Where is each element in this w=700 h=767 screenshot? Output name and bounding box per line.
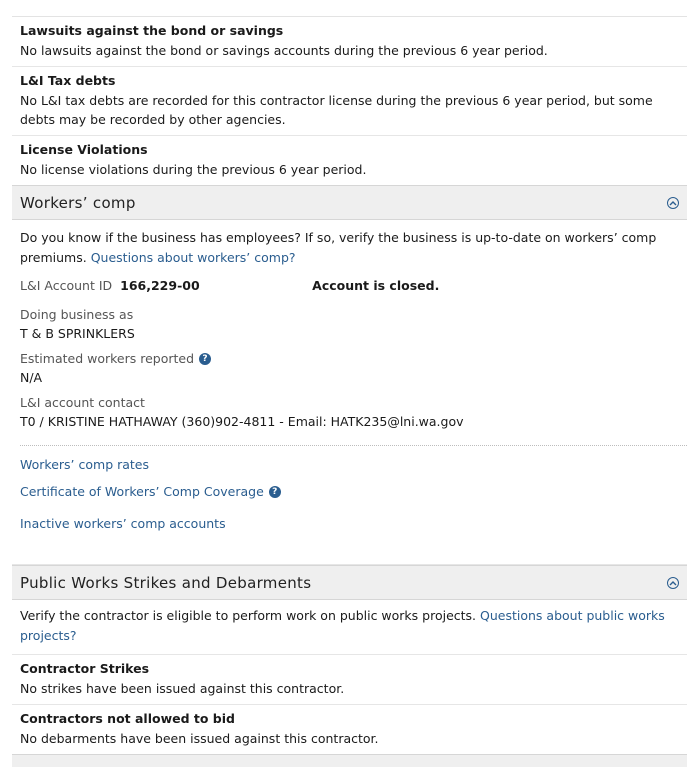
account-id-row	[12, 276, 687, 305]
lawsuits-heading: Lawsuits against the bond or savings	[20, 23, 284, 38]
license-violations-text: No license violations during the previous 6 year period.	[20, 162, 367, 177]
not-allowed-to-bid-row	[12, 705, 687, 754]
chevron-up-circle-icon[interactable]	[667, 197, 679, 209]
account-contact-value: T0 / KRISTINE HATHAWAY (360)902-4811 - Email: HATK235@lni.wa.gov	[20, 414, 464, 429]
tax-debts-text: No L&I tax debts are recorded for this contractor license during the previous 6 year period, but some debts may be recorded by other agencies.	[20, 93, 653, 127]
lawsuits-text: No lawsuits against the bond or savings accounts during the previous 6 year period.	[20, 43, 548, 58]
certificate-link-row	[20, 483, 679, 501]
contractor-strikes-heading: Contractor Strikes	[20, 661, 150, 676]
chevron-up-circle-icon[interactable]	[667, 577, 679, 589]
workers-comp-intro	[12, 220, 687, 276]
inactive-link-row	[20, 515, 679, 533]
not-allowed-to-bid-heading: Contractors not allowed to bid	[20, 711, 235, 726]
contractor-strikes-text: No strikes have been issued against this contractor.	[20, 681, 345, 696]
section-spacer	[12, 542, 687, 565]
question-circle-icon[interactable]: ?	[199, 353, 211, 365]
workers-comp-questions-link[interactable]: Questions about workers’ comp?	[90, 250, 296, 265]
dba-label: Doing business as	[20, 307, 134, 322]
contractor-detail-panel	[12, 0, 687, 767]
account-id-label: L&I Account ID	[20, 278, 113, 293]
contractor-strikes-row	[12, 655, 687, 705]
lawsuits-row	[12, 17, 687, 67]
account-id-value: 166,229-00	[120, 278, 200, 293]
account-contact-field	[12, 393, 687, 431]
account-status: Account is closed.	[312, 278, 440, 293]
cut-off-previous-row	[12, 0, 687, 17]
est-workers-label-row	[20, 349, 679, 369]
workers-comp-title: Workers’ comp	[20, 193, 136, 212]
est-workers-label: Estimated workers reported	[20, 351, 195, 366]
public-works-title: Public Works Strikes and Debarments	[20, 573, 312, 592]
tax-debts-row	[12, 67, 687, 136]
question-circle-icon[interactable]: ?	[269, 486, 281, 498]
license-violations-row	[12, 136, 687, 185]
est-workers-field	[12, 349, 687, 387]
est-workers-value: N/A	[20, 370, 43, 385]
workers-comp-section-header[interactable]	[12, 185, 687, 220]
certificate-coverage-link[interactable]: Certificate of Workers’ Comp Coverage	[20, 484, 264, 499]
workers-comp-links	[12, 446, 687, 533]
tax-debts-heading: L&I Tax debts	[20, 73, 116, 88]
not-allowed-to-bid-text: No debarments have been issued against this contractor.	[20, 731, 379, 746]
inactive-accounts-link[interactable]: Inactive workers’ comp accounts	[20, 516, 226, 531]
workers-comp-rates-link[interactable]: Workers’ comp rates	[20, 457, 150, 472]
rates-link-row	[20, 456, 679, 474]
account-contact-label: L&I account contact	[20, 395, 145, 410]
public-works-intro-text: Verify the contractor is eligible to perform work on public works projects.	[20, 608, 477, 623]
dba-value: T & B SPRINKLERS	[20, 326, 135, 341]
public-works-intro	[12, 600, 687, 655]
license-violations-heading: License Violations	[20, 142, 148, 157]
workers-comp-intro-text: Do you know if the business has employees? If so, verify the business is up-to-date on workers’ comp premiums.	[20, 230, 657, 265]
public-works-questions-link[interactable]: Questions about public works projects?	[20, 608, 665, 643]
dba-field	[12, 305, 687, 343]
public-works-section-header[interactable]	[12, 565, 687, 600]
next-section-header-cut	[12, 754, 687, 767]
